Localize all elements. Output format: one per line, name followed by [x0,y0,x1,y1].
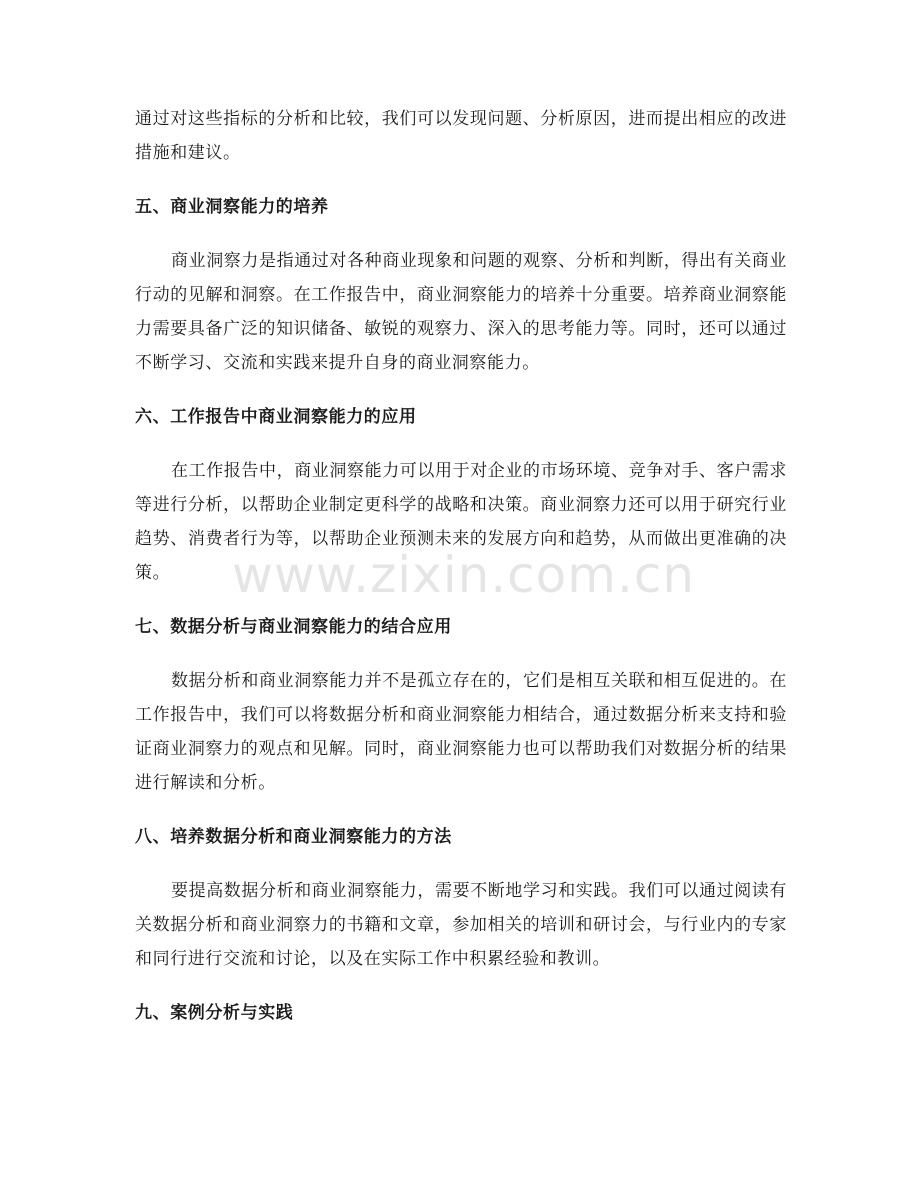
watermark: www.zixin.com.cn [232,546,696,604]
section-paragraph-5: 商业洞察力是指通过对各种商业现象和问题的观察、分析和判断，得出有关商业行动的见解和洞察。在工作报告中，商业洞察能力的培养十分重要。培养商业洞察能力需要具备广泛的知识储备、敏锐的观察力、深入的思考能力等。同时，还可以通过不断学习、交流和实践来提升自身的商业洞察能力。 [135,251,787,373]
document-body [135,102,787,1050]
section-heading-7: 七、数据分析与商业洞察能力的结合应用 [135,617,452,637]
section-paragraph-8: 要提高数据分析和商业洞察能力，需要不断地学习和实践。我们可以通过阅读有关数据分析和商业洞察力的书籍和文章，参加相关的培训和研讨会，与行业内的专家和同行进行交流和讨论，以及在实际工作中积累经验和教训。 [135,881,787,969]
section-heading-9: 九、案例分析与实践 [135,1003,294,1023]
section-heading-6: 六、工作报告中商业洞察能力的应用 [135,407,417,427]
intro-paragraph: 通过对这些指标的分析和比较，我们可以发现问题、分析原因，进而提出相应的改进措施和建议。 [135,109,787,163]
section-heading-8: 八、培养数据分析和商业洞察能力的方法 [135,827,452,847]
section-heading-5: 五、商业洞察能力的培养 [135,197,329,217]
section-paragraph-6: 在工作报告中，商业洞察能力可以用于对企业的市场环境、竞争对手、客户需求等进行分析，以帮助企业制定更科学的战略和决策。商业洞察力还可以用于研究行业趋势、消费者行为等，以帮助企业预测未来的发展方向和趋势，从而做出更准确的决策。 [135,461,787,583]
section-paragraph-7: 数据分析和商业洞察能力并不是孤立存在的，它们是相互关联和相互促进的。在工作报告中，我们可以将数据分析和商业洞察能力相结合，通过数据分析来支持和验证商业洞察力的观点和见解。同时，商业洞察能力也可以帮助我们对数据分析的结果进行解读和分析。 [135,671,787,793]
